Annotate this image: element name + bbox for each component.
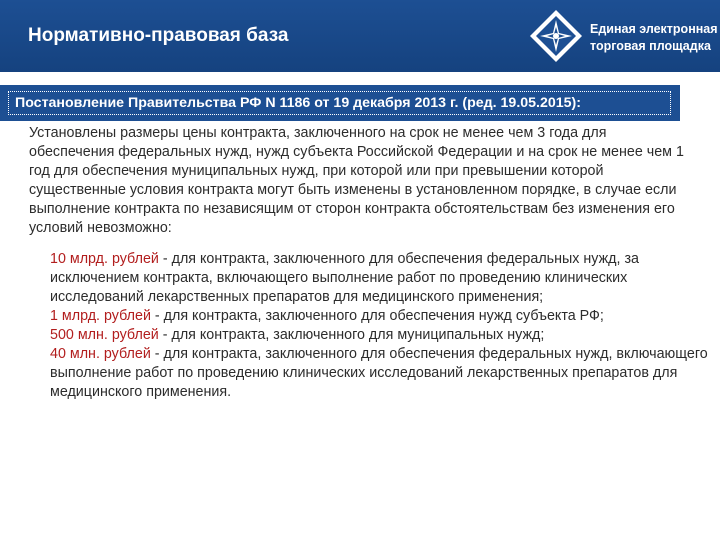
- header-bar: [0, 0, 720, 72]
- decree-title-box: [8, 91, 671, 115]
- decree-title: Постановление Правительства РФ N 1186 от 19 декабря 2013 г. (ред. 19.05.2015):: [15, 95, 582, 111]
- logo-text-line2: торговая площадка: [590, 39, 711, 53]
- threshold-item-subject: [50, 307, 710, 326]
- logo: [528, 8, 720, 64]
- threshold-description: - для контракта, заключенного для обеспечения федеральных нужд, за исключением контракта, включающего выполнение работ по проведению клинических исследований лекарственных препаратов для медицинского применения;: [50, 251, 639, 305]
- body-paragraph: Установлены размеры цены контракта, заключенного на срок не менее чем 3 года для обеспечения федеральных нужд, нужд субъекта Российской Федерации и на срок не менее чем 1 год для обеспечения муниципальных нужд, при которой или при превышении которой существенные условия контракта могут быть изменены в установленном порядке, в случае если выполнение контракта по независящим от сторон контракта обстоятельствам без изменения его условий невозможно:: [29, 125, 684, 236]
- threshold-list: [50, 250, 710, 402]
- logo-text-line1: Единая электронная: [590, 22, 718, 36]
- threshold-amount: 1 млрд. рублей: [50, 308, 151, 324]
- threshold-description: - для контракта, заключенного для муниципальных нужд;: [158, 327, 545, 343]
- threshold-amount: 500 млн. рублей: [50, 327, 159, 343]
- threshold-item-municipal: [50, 326, 710, 345]
- threshold-description: - для контракта, заключенного для обеспечения нужд субъекта РФ;: [150, 308, 604, 324]
- threshold-item-federal: [50, 250, 710, 307]
- threshold-amount: 40 млн. рублей: [50, 346, 151, 362]
- threshold-amount: 10 млрд. рублей: [50, 251, 159, 267]
- diamond-star-logo-icon: [528, 8, 584, 64]
- threshold-description: - для контракта, заключенного для обеспечения федеральных нужд, включающего выполнение работ по проведению клинических исследований лекарственных препаратов для медицинского применения.: [50, 346, 708, 400]
- page-title: Нормативно-правовая база: [28, 25, 289, 46]
- threshold-item-clinical: [50, 345, 710, 402]
